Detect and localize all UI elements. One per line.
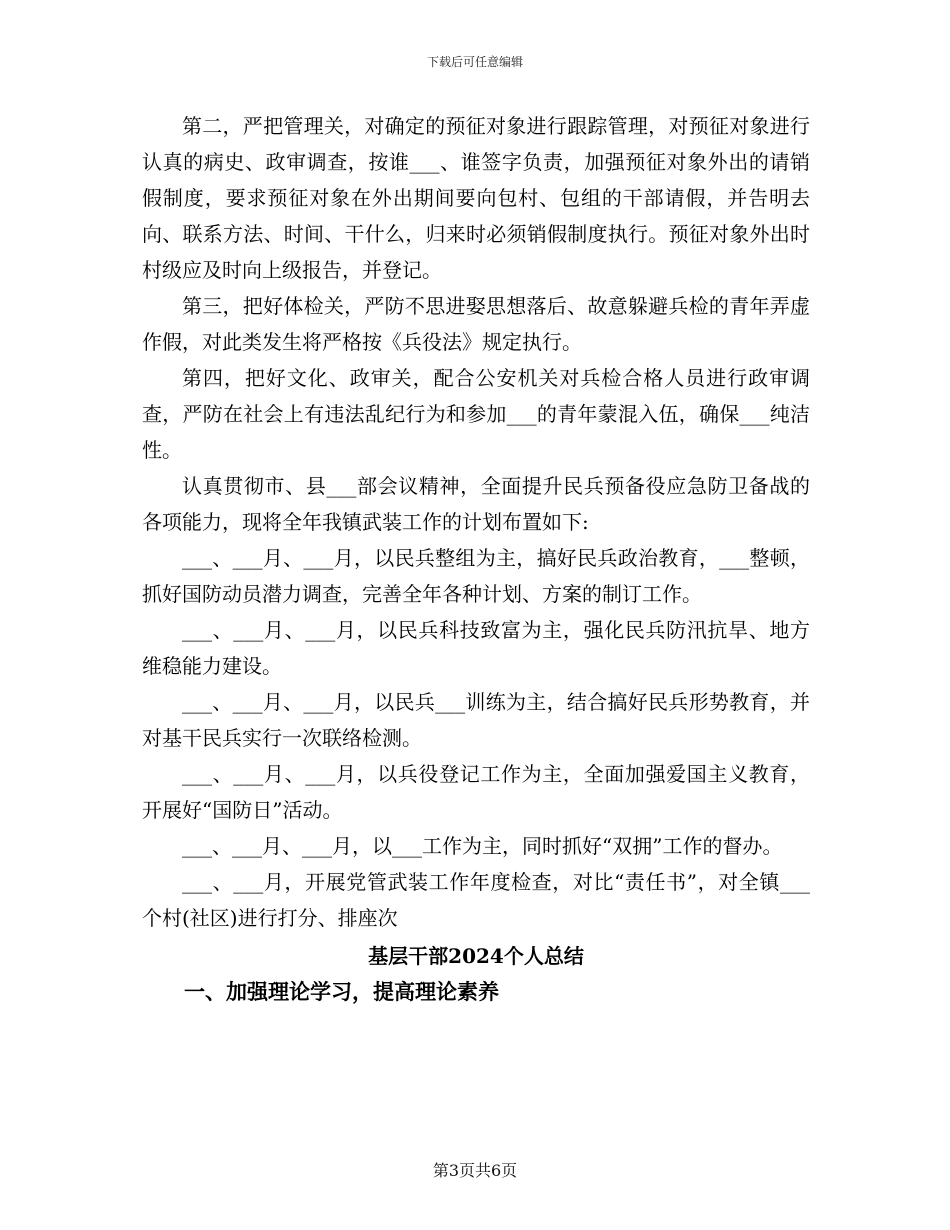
paragraph-plan-item-2: ___、___月、___月，以民兵科技致富为主，强化民兵防汛抗旱、地方维稳能力建设。 bbox=[142, 618, 810, 678]
document-body bbox=[142, 108, 810, 1010]
paragraph-plan-item-3: ___、___月、___月，以民兵___训练为主，结合搞好民兵形势教育，并对基干民兵实行一次联络检测。 bbox=[142, 690, 810, 750]
document-title: 基层干部2024个人总结 bbox=[368, 944, 584, 968]
paragraph-plan-intro: 认真贯彻市、县___部会议精神，全面提升民兵预备役应急防卫备战的各项能力，现将全年我镇武装工作的计划布置如下: bbox=[142, 474, 810, 534]
page-number: 第3页共6页 bbox=[432, 1161, 518, 1180]
paragraph-plan-item-6: ___、___月，开展党管武装工作年度检查，对比“责任书”，对全镇___个村(社区)进行打分、排座次 bbox=[142, 870, 810, 930]
section-heading: 一、加强理论学习，提高理论素养 bbox=[184, 979, 499, 1004]
paragraph-plan-item-5: ___、___月、___月，以___工作为主，同时抓好“双拥”工作的督办。 bbox=[182, 834, 783, 858]
paragraph-physical-exam: 第三，把好体检关，严防不思进娶思想落后、故意躲避兵检的青年弄虚作假，对此类发生将严格按《兵役法》规定执行。 bbox=[142, 294, 810, 354]
paragraph-political-review: 第四，把好文化、政审关，配合公安机关对兵检合格人员进行政审调查，严防在社会上有违法乱纪行为和参加___的青年蒙混入伍，确保___纯洁性。 bbox=[142, 366, 810, 462]
page-header-note: 下载后可任意编辑 bbox=[426, 55, 523, 69]
paragraph-plan-item-4: ___、___月、___月，以兵役登记工作为主，全面加强爱国主义教育，开展好“国防日”活动。 bbox=[142, 762, 810, 822]
paragraph-plan-item-1: ___、___月、___月，以民兵整组为主，搞好民兵政治教育，___整顿，抓好国防动员潜力调查，完善全年各种计划、方案的制订工作。 bbox=[142, 546, 810, 606]
paragraph-management: 第二，严把管理关，对确定的预征对象进行跟踪管理，对预征对象进行认真的病史、政审调查，按谁___、谁签字负责，加强预征对象外出的请销假制度，要求预征对象在外出期间要向包村、包组的干部请假，并告明去向、联系方法、时间、干什么，归来时必须销假制度执行。预征对象外出时村级应及时向上级报告，并登记。 bbox=[142, 114, 810, 282]
